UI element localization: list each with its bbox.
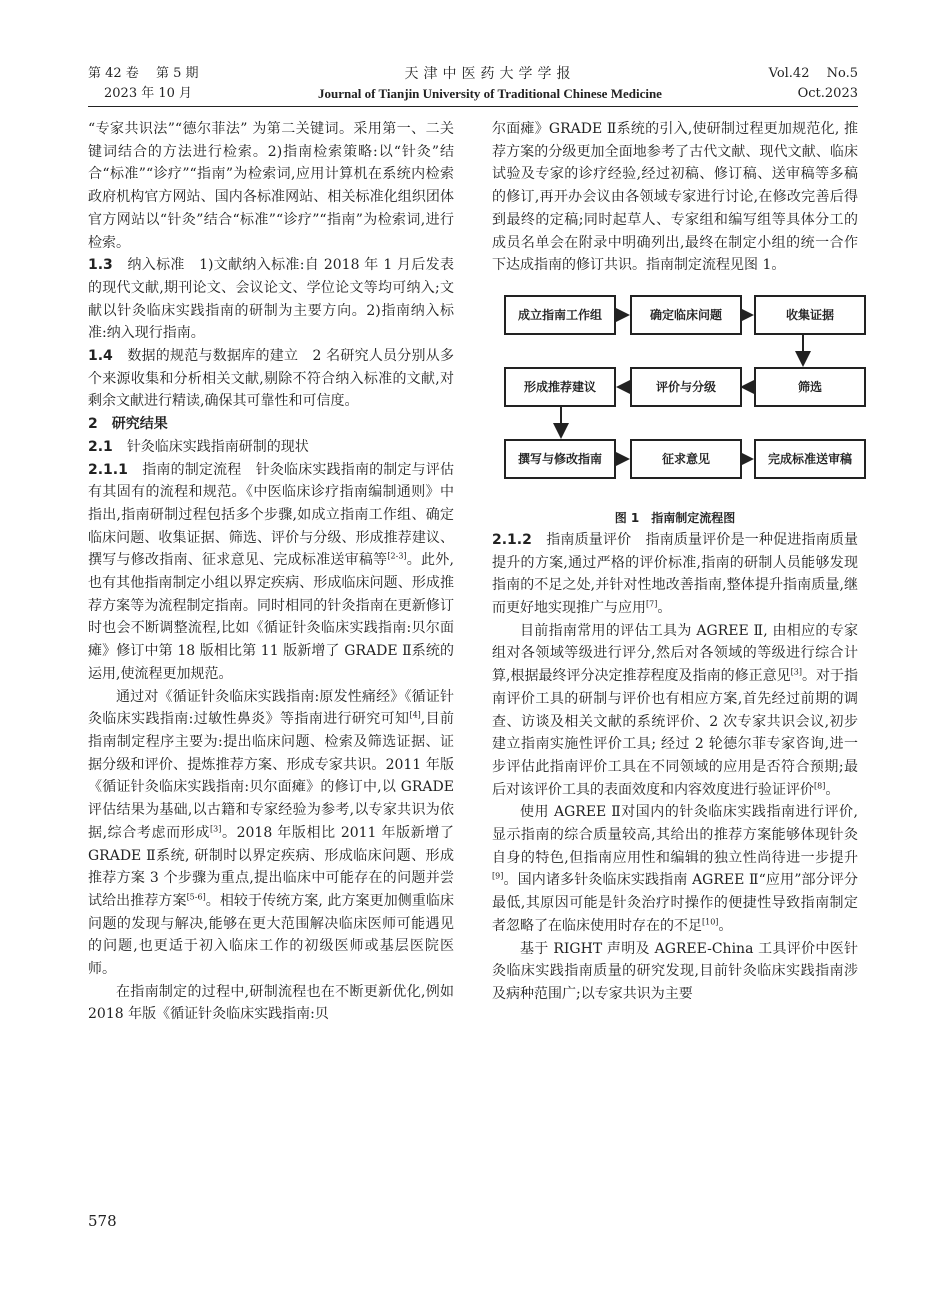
section-title: 针灸临床实践指南研制的现状 — [126, 438, 309, 455]
section-title: 指南质量评价 — [546, 531, 632, 548]
paragraph-text: 通过对《循证针灸临床实践指南:原发性痛经》《循证针灸临床实践指南:过敏性鼻炎》等指南进行研究可知 — [88, 688, 454, 728]
paragraph: 目前指南常用的评估工具为 AGREE Ⅱ, 由相应的专家组对各领域等级进行评分,然后对各领域的等级进行综合计算,根据最终评分决定推荐程度及指南的修正意见[3]。对于指南评价工具的研制与评价也有相应方案,首先经过前期的调查、访谈及相关文献的系统评价、2 次专家共识会议,初步建立指南实施性评价工具; 经过 2 轮德尔菲专家咨询,进一步评估此指南评价工具在不同领域的应用是否符合预期;最后对该评价工具的表面效度和内容效度进行验证评价[8]。 — [492, 622, 858, 798]
section-text: 2 名研究人员分别从多个来源收集和分析相关文献,剔除不符合纳入标准的文献,对剩余文献进行精读,确保其可靠性和可信度。 — [88, 348, 455, 410]
header-vol-en — [769, 64, 858, 104]
section-number: 2.1.2 — [492, 531, 532, 548]
citation: [4] — [409, 710, 421, 720]
section-text: 针灸临床实践指南的制定与评估有其固有的流程和规范。《中医临床诊疗指南编制通则》中指出,指南研制过程包括多个步骤,如成立指南工作组、确定临床问题、收集证据、筛选、评价与分级、形成推荐建议、撰写与修改指南、征求意见、完成标准送审稿等 — [88, 461, 455, 569]
section-text: 指南质量评价是一种促进指南质量提升的方案,通过严格的评价标准,指南的研制人员能够发现指南的不足之处,并针对性地改善指南,整体提升指南质量,继而更好地实现推广与应用 — [492, 531, 859, 617]
section-2-1-2: 2.1.2 指南质量评价 指南质量评价是一种促进指南质量提升的方案,通过严格的评价标准,指南的研制人员能够发现指南的不足之处,并针对性地改善指南,整体提升指南质量,继而更好地实现推广与应用[7]。 — [492, 531, 859, 617]
section-title: 数据的规范与数据库的建立 — [127, 348, 299, 365]
citation: [2-3] — [387, 551, 407, 561]
header-volume — [88, 64, 198, 104]
paragraph: 使用 AGREE Ⅱ对国内的针灸临床实践指南进行评价,显示指南的综合质量较高,其给出的推荐方案能够体现针灸自身的特色,但指南应用性和编辑的独立性尚待进一步提升[9]。国内诸多针灸临床实践指南 AGREE Ⅱ“应用”部分评分最低,其原因可能是针灸治疗时操作的便捷性导致指南制定者忽略了在临床使用时存在的不足[10]。 — [492, 804, 858, 934]
flow-step-4: 筛选 — [754, 367, 866, 407]
section-number: 1.3 — [88, 257, 113, 274]
citation: [7] — [646, 599, 658, 609]
paragraph — [88, 686, 454, 981]
flowchart-figure — [492, 285, 858, 507]
section-text: 。此外,也有其他指南制定小组以界定疾病、形成临床问题、形成推荐方案等为流程制定指南。同时相同的针灸指南在更新修订时也会不断调整流程,比如《循证针灸临床实践指南:贝尔面瘫》修订中第 18 版相比第 11 版新增了 GRADE Ⅱ系统的运用,使流程更加规范。 — [88, 552, 455, 682]
right-column — [492, 118, 858, 1006]
citation: [3] — [210, 824, 222, 834]
flow-step-7: 撰写与修改指南 — [504, 439, 616, 479]
paragraph-text: 使用 AGREE Ⅱ对国内的针灸临床实践指南进行评价,显示指南的综合质量较高,其给出的推荐方案能够体现针灸自身的特色,但指南应用性和编辑的独立性尚待进一步提升 — [492, 804, 858, 866]
section-number: 2.1.1 — [88, 461, 128, 478]
flow-step-8: 形成推荐建议 — [504, 367, 616, 407]
header-rule — [88, 106, 858, 107]
paragraph: 尔面瘫》GRADE Ⅱ系统的引入,使研制过程更加规范化, 推荐方案的分级更加全面地参考了古代文献、现代文献、临床试验及专家的诊疗经验,经过初稿、修订稿、送审稿等多稿的修订,再开办会议由各领域专家进行讨论,在修改完善后得到最终的定稿;同时起草人、专家组和编写组等具体分工的成员名单会在附录中明确列出,最终在制定小组的统一合作下达成指南的修订共识。指南制定流程见图 1。 — [492, 121, 858, 274]
citation: [10] — [702, 917, 719, 927]
section-title: 纳入标准 — [127, 257, 185, 274]
section-2-heading: 2 研究结果 — [88, 416, 168, 433]
journal-title — [300, 64, 680, 104]
paragraph-text: 目前指南常用的评估工具为 AGREE Ⅱ, 由相应的专家组对各领域等级进行评分,然后对各领域的等级进行综合计算,根据最终评分决定推荐程度及指南的修正意见 — [492, 622, 858, 685]
paragraph-text: 。相较于传统方案, 此方案更加侧重临床问题的发现与解决,能够在更大范围解决临床医师可能遇见的问题,也更适于初入临床工作的初级医师或基层医院医师。 — [88, 892, 455, 978]
flow-step-5: 评价与分级 — [630, 367, 742, 407]
flow-step-9: 完成标准送审稿 — [754, 439, 866, 479]
flow-step-8b: 征求意见 — [630, 439, 742, 479]
paragraph: 在指南制定的过程中,研制流程也在不断更新优化,例如 2018 年版《循证针灸临床实践指南:贝 — [88, 983, 454, 1023]
flow-step-3: 收集证据 — [754, 295, 866, 335]
citation: [3] — [790, 667, 802, 677]
header-month: Oct.2023 — [797, 86, 858, 101]
header-vol-no: Vol.42 No.5 — [768, 66, 858, 81]
header-issue: 第 42 卷 第 5 期 — [88, 66, 199, 81]
citation: [5-6] — [186, 892, 206, 902]
section-number: 1.4 — [88, 348, 113, 365]
citation: [8] — [814, 781, 826, 790]
paragraph-text: ,目前指南制定程序主要为:提出临床问题、检索及筛选证据、证据分级和评价、提炼推荐方案、形成专家共识。2011 年版《循证针灸临床实践指南:贝尔面瘫》的修订中,以 GRADE 评估结果为基础,以古籍和专家经验为参考,以专家共识为依据,综合考虑而形成 — [88, 711, 455, 841]
paragraph: “专家共识法”“德尔菲法” 为第二关键词。采用第一、二关键词结合的方法进行检索。2)指南检索策略:以“针灸”结合“标准”“诊疗”“指南”为检索词,应用计算机在系统内检索政府机构官方网站、国内各标准网站、相关标准化组织团体官方网站以“针灸”结合“标准”“诊疗”“指南”为检索词,进行检索。 — [88, 121, 454, 251]
paragraph-text: 。国内诸多针灸临床实践指南 AGREE Ⅱ“应用”部分评分最低,其原因可能是针灸治疗时操作的便捷性导致指南制定者忽略了在临床使用时存在的不足 — [492, 872, 858, 934]
flow-step-2: 确定临床问题 — [630, 295, 742, 335]
journal-title-en: Journal of Tianjin University of Traditional Chinese Medicine — [318, 86, 662, 101]
left-column — [88, 118, 454, 1026]
paragraph: 基于 RIGHT 声明及 AGREE-China 工具评价中医针灸临床实践指南质量的研究发现,目前针灸临床实践指南涉及病种范围广;以专家共识为主要 — [492, 940, 858, 1002]
header-date: 2023 年 10 月 — [104, 86, 193, 101]
citation: [9] — [492, 871, 504, 881]
flow-step-1: 成立指南工作组 — [504, 295, 616, 335]
section-title: 指南的制定流程 — [142, 461, 242, 478]
paragraph-text: 。2018 年版相比 2011 年版新增了 GRADE Ⅱ系统, 研制时以界定疾病、形成临床问题、形成推荐方案 3 个步骤为重点,提出临床中可能存在的问题并尝试给出推荐方案 — [88, 824, 454, 909]
section-2-1-1 — [88, 459, 454, 686]
paragraph-text: 。对于指南评价工具的研制与评价也有相应方案,首先经过前期的调查、访谈及相关文献的系统评价、2 次专家共识会议,初步建立指南实施性评价工具; 经过 2 轮德尔菲专家咨询,进一步评估此指南评价工具在不同领域的应用是否符合预期;最后对该评价工具的表面效度和内容效度进行验证评价 — [492, 668, 858, 798]
section-number: 2.1 — [88, 438, 113, 455]
figure-caption: 图 1 指南制定流程图 — [614, 510, 736, 525]
journal-title-cn: 天津中医药大学学报 — [404, 66, 576, 82]
section-1-4 — [88, 345, 454, 413]
page-number: 578 — [88, 1212, 117, 1230]
section-text: 1)文献纳入标准:自 2018 年 1 月后发表的现代文献,期刊论文、会议论文、学位论文等均可纳入;文献以针灸临床实践指南的研制为主要方向。2)指南纳入标准:纳入现行指南。 — [88, 257, 455, 342]
section-1-3 — [88, 254, 454, 345]
section-2-1 — [88, 436, 454, 459]
